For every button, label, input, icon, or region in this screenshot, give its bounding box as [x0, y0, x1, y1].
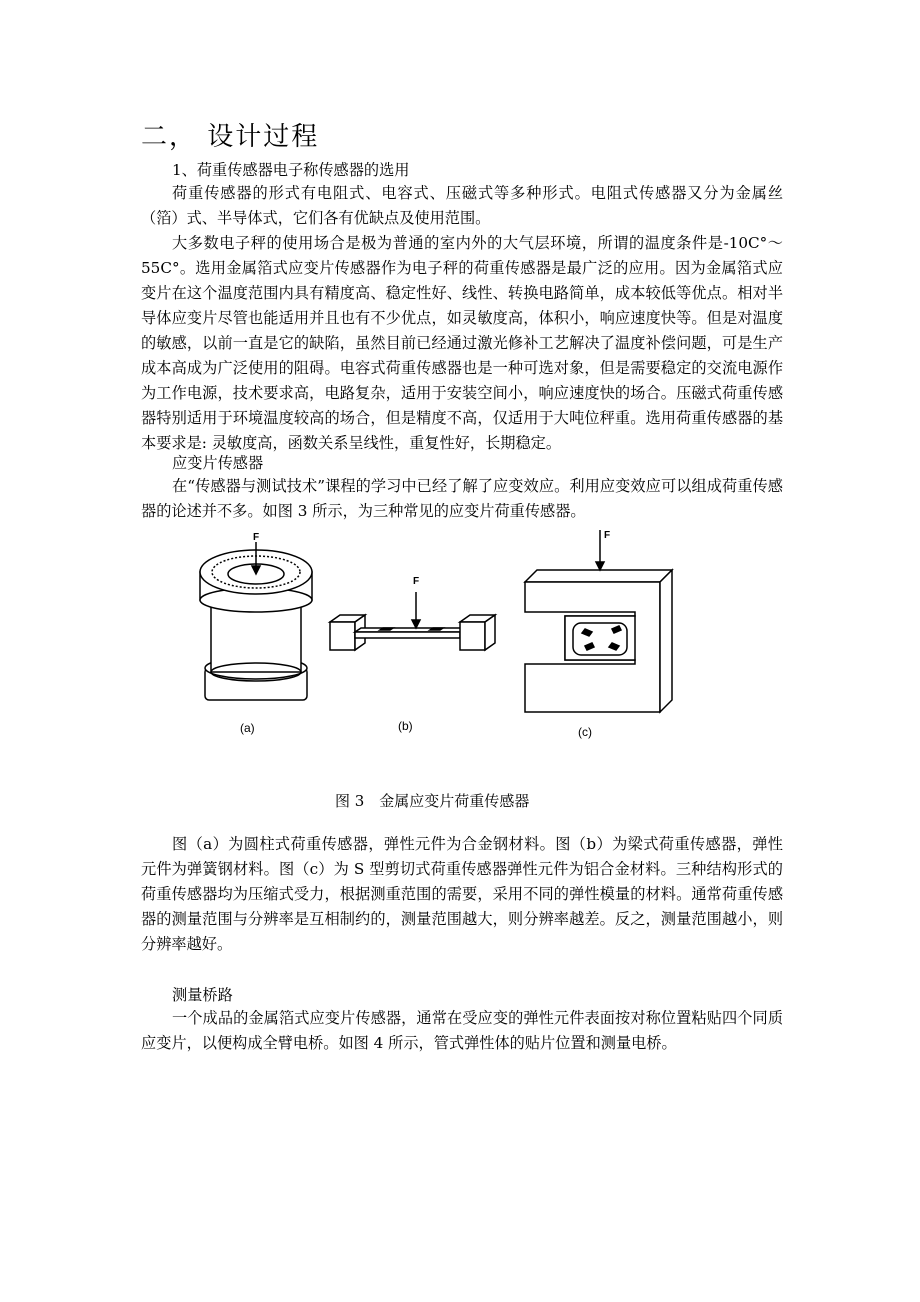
section-heading: 二， 设计过程: [141, 122, 320, 152]
cylinder-sensor-a: [200, 542, 312, 700]
label-a: (a): [240, 721, 255, 735]
force-label-c: F: [604, 530, 611, 541]
force-label-b: F: [413, 576, 420, 587]
paragraph-3: 在“传感器与测试技术”课程的学习中已经了解了应变效应。利用应变效应可以组成荷重传感器的论述并不多。如图 3 所示，为三种常见的应变片荷重传感器。: [141, 477, 783, 520]
paragraph-1: 荷重传感器的形式有电阻式、电容式、压磁式等多种形式。电阻式传感器又分为金属丝（箔）式、半导体式，它们各有优缺点及使用范围。: [141, 184, 783, 227]
s-type-sensor-c: [525, 530, 672, 712]
paragraph-4: 图（a）为圆柱式荷重传感器，弹性元件为合金钢材料。图（b）为梁式荷重传感器，弹性元件为弹簧钢材料。图（c）为 S 型剪切式荷重传感器弹性元件为铝合金材料。三种结构形式的荷重传感器均为压缩式受力，根据测重范围的需要，采用不同的弹性模量的材料。通常荷重传感器的测量范围与分辨率是互相制约的，测量范围越大，则分辨率越差。反之，测量范围越小，则分辨率越好。: [141, 835, 783, 953]
force-label-a: F: [253, 532, 260, 543]
subsection-strain-gauge: 应变片传感器: [172, 454, 264, 472]
paragraph-5: 一个成品的金属箔式应变片传感器，通常在受应变的弹性元件表面按对称位置粘贴四个同质应变片，以便构成全臂电桥。如图 4 所示，管式弹性体的贴片位置和测量电桥。: [141, 1009, 783, 1052]
paragraph-2: 大多数电子秤的使用场合是极为普通的室内外的大气层环境，所谓的温度条件是-10C°～55C°。选用金属箔式应变片传感器作为电子秤的荷重传感器是最广泛的应用。因为金属箔式应变片在这个温度范围内具有精度高、稳定性好、线性、转换电路简单，成本较低等优点。相对半导体应变片尽管也能适用并且也有不少优点，如灵敏度高，体积小，响应速度快等。但是对温度的敏感，以前一直是它的缺陷，虽然目前已经通过激光修补工艺解决了温度补偿问题，可是生产成本高成为广泛使用的阻碍。电容式荷重传感器也是一种可选对象，但是需要稳定的交流电源作为工作电源，技术要求高，电路复杂，适用于安装空间小，响应速度快的场合。压磁式荷重传感器特别适用于环境温度较高的场合，但是精度不高，仅适用于大吨位秤重。选用荷重传感器的基本要求是: 灵敏度高，函数关系呈线性，重复性好，长期稳定。: [141, 234, 783, 452]
label-c: (c): [578, 725, 592, 739]
beam-sensor-b: [330, 592, 495, 650]
figure-3-sensors: [180, 522, 700, 752]
label-b: (b): [398, 719, 413, 733]
subsection-title: 1、荷重传感器电子称传感器的选用: [172, 161, 410, 179]
subsection-bridge: 测量桥路: [172, 986, 233, 1004]
figure-caption: 图 3 金属应变片荷重传感器: [335, 792, 530, 810]
